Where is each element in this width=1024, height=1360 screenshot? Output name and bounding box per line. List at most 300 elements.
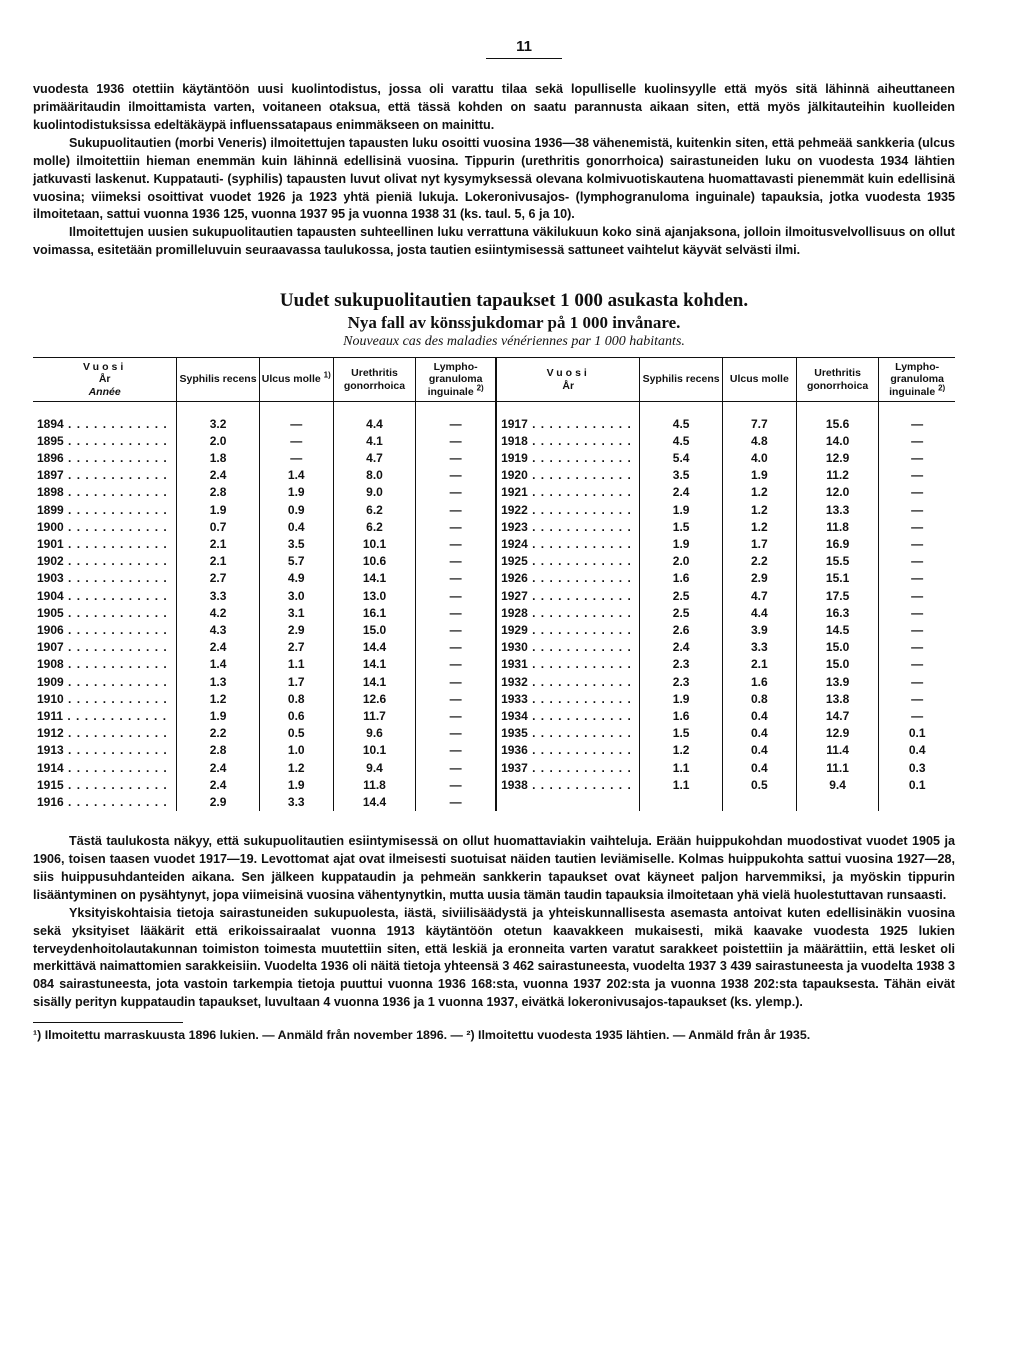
table-row — [33, 433, 955, 450]
year-cell: 1927 . . . . . . . . . . . . — [496, 588, 640, 605]
leader-dots: . . . . . . . . . . . . — [527, 777, 632, 792]
value-cell: 2.3 — [640, 656, 722, 673]
value-cell: 5.7 — [259, 553, 333, 570]
value-cell: 15.5 — [796, 553, 878, 570]
value-cell: 2.6 — [640, 622, 722, 639]
table-row — [33, 760, 955, 777]
value-cell: 11.1 — [796, 760, 878, 777]
header-year-fi: Vuosi — [83, 361, 127, 374]
value-cell: 1.1 — [640, 760, 722, 777]
value-cell: — — [416, 777, 496, 794]
year-cell: 1931 . . . . . . . . . . . . — [496, 656, 640, 673]
value-cell: 1.9 — [259, 777, 333, 794]
page-number — [93, 36, 955, 59]
year-cell: 1911 . . . . . . . . . . . . — [37, 709, 168, 724]
leader-dots: . . . . . . . . . . . . — [63, 451, 168, 466]
value-cell: — — [416, 588, 496, 605]
table-row — [33, 588, 955, 605]
value-cell: 3.3 — [259, 794, 333, 811]
year-cell: 1924 . . . . . . . . . . . . — [496, 536, 640, 553]
leader-dots: . . . . . . . . . . . . — [527, 554, 632, 569]
value-cell: 0.4 — [259, 519, 333, 536]
header-ulcus-text: Ulcus molle — [261, 373, 321, 386]
leader-dots: . . . . . . . . . . . . — [63, 760, 168, 775]
year-cell: 1914 . . . . . . . . . . . . — [37, 760, 168, 775]
value-cell: — — [879, 519, 955, 536]
value-cell: — — [879, 467, 955, 484]
intro-paragraph: Ilmoitettujen uusien sukupuolitautien tapausten suhteellinen luku verrattuna väkilukuun koko sinä ajanjaksona, jolloin ilmoitusvelvollisuus on ollut voimassa, esitetään promilleluvuin seuraavassa taulukossa, josta tautien esiintymisessä sattuneet vaihtelut käyvät selvästi ilmi. — [33, 225, 955, 258]
value-cell: — — [879, 401, 955, 433]
table-row — [33, 553, 955, 570]
value-cell: 1.9 — [722, 467, 796, 484]
leader-dots: . . . . . . . . . . . . — [527, 451, 632, 466]
value-cell: 2.4 — [640, 484, 722, 501]
value-cell: 4.9 — [259, 570, 333, 587]
table-title-fi: Uudet sukupuolitautien tapaukset 1 000 asukasta kohden. — [279, 290, 749, 312]
value-cell: 16.1 — [333, 605, 415, 622]
leader-dots: . . . . . . . . . . . . — [527, 571, 632, 586]
value-cell: 2.4 — [177, 760, 259, 777]
year-cell: 1902 . . . . . . . . . . . . — [37, 554, 168, 569]
table-header-row — [33, 358, 955, 401]
value-cell: 1.4 — [177, 656, 259, 673]
value-cell: 1.2 — [722, 484, 796, 501]
year-cell: 1936 . . . . . . . . . . . . — [496, 742, 640, 759]
year-cell — [496, 794, 640, 811]
value-cell: 1.0 — [259, 742, 333, 759]
value-cell: 15.1 — [796, 570, 878, 587]
value-cell: — — [879, 708, 955, 725]
value-cell: 3.3 — [722, 639, 796, 656]
value-cell: 2.4 — [640, 639, 722, 656]
year-cell: 1916 . . . . . . . . . . . . — [37, 795, 168, 810]
value-cell: 0.4 — [722, 725, 796, 742]
value-cell: 0.5 — [722, 777, 796, 794]
year-cell: 1923 . . . . . . . . . . . . — [496, 519, 640, 536]
year-cell: 1899 . . . . . . . . . . . . — [37, 502, 168, 517]
value-cell: 9.6 — [333, 725, 415, 742]
value-cell: 2.4 — [177, 777, 259, 794]
table-row — [33, 570, 955, 587]
value-cell: 6.2 — [333, 519, 415, 536]
value-cell: 15.0 — [796, 656, 878, 673]
intro-paragraph: vuodesta 1936 otettiin käytäntöön uusi kuolintodistus, jossa oli varattu tilaa sekä lopulliselle kuolinsyylle että myös sitä lähinnä aiheuttaneen primääritaudin ilmoittamista varten, voitaneen otaksua, että tässä kohden on saatu parannusta aikaan siten, että myös jälkitauteihin kuolleiden kuolintodistuksissa edeltäkäypä influenssatapaus enimmäkseen on mainittu. — [33, 82, 955, 133]
table-row — [33, 708, 955, 725]
header-lympho-note: 2) — [476, 383, 484, 393]
year-cell: 1895 . . . . . . . . . . . . — [37, 433, 168, 448]
value-cell: 11.2 — [796, 467, 878, 484]
value-cell: 2.7 — [259, 639, 333, 656]
header-urethritis-right: Urethritis gonorrhoica — [796, 358, 878, 401]
header-lympho — [416, 358, 496, 401]
value-cell: 14.4 — [333, 639, 415, 656]
value-cell: 1.6 — [722, 674, 796, 691]
leader-dots: . . . . . . . . . . . . — [527, 674, 632, 689]
leader-dots: . . . . . . . . . . . . — [63, 674, 168, 689]
value-cell: 1.9 — [640, 691, 722, 708]
value-cell: 4.4 — [333, 401, 415, 433]
value-cell: — — [879, 553, 955, 570]
value-cell: 4.7 — [722, 588, 796, 605]
leader-dots: . . . . . . . . . . . . — [63, 640, 168, 655]
value-cell: — — [879, 605, 955, 622]
value-cell: 1.2 — [177, 691, 259, 708]
leader-dots: . . . . . . . . . . . . — [63, 795, 168, 810]
value-cell: 0.8 — [259, 691, 333, 708]
value-cell: 1.9 — [640, 502, 722, 519]
value-cell: 0.1 — [879, 725, 955, 742]
value-cell: 14.1 — [333, 570, 415, 587]
year-cell: 1906 . . . . . . . . . . . . — [37, 623, 168, 638]
year-cell: 1918 . . . . . . . . . . . . — [496, 433, 640, 450]
year-cell: 1921 . . . . . . . . . . . . — [496, 484, 640, 501]
value-cell: 4.5 — [640, 401, 722, 433]
value-cell: 0.4 — [879, 742, 955, 759]
leader-dots: . . . . . . . . . . . . — [527, 519, 632, 534]
table-row — [33, 777, 955, 794]
value-cell: 12.0 — [796, 484, 878, 501]
leader-dots: . . . . . . . . . . . . — [527, 709, 632, 724]
year-cell: 1919 . . . . . . . . . . . . — [496, 450, 640, 467]
value-cell: 11.8 — [796, 519, 878, 536]
table-row — [33, 742, 955, 759]
value-cell: 16.9 — [796, 536, 878, 553]
value-cell: 10.6 — [333, 553, 415, 570]
value-cell: — — [416, 401, 496, 433]
value-cell: — — [259, 401, 333, 433]
value-cell: 13.9 — [796, 674, 878, 691]
value-cell: 1.7 — [722, 536, 796, 553]
header-ulcus-note: 1) — [323, 370, 331, 380]
value-cell: — — [879, 656, 955, 673]
leader-dots: . . . . . . . . . . . . — [63, 691, 168, 706]
value-cell: 1.3 — [177, 674, 259, 691]
value-cell: — — [416, 725, 496, 742]
value-cell: 7.7 — [722, 401, 796, 433]
value-cell: 1.9 — [177, 708, 259, 725]
value-cell: 2.4 — [177, 467, 259, 484]
table-row — [33, 519, 955, 536]
value-cell: 2.1 — [177, 536, 259, 553]
value-cell: 4.4 — [722, 605, 796, 622]
value-cell: — — [416, 467, 496, 484]
value-cell: 9.0 — [333, 484, 415, 501]
header-syphilis: Syphilis recens — [177, 358, 259, 401]
value-cell: 1.2 — [722, 519, 796, 536]
year-cell: 1909 . . . . . . . . . . . . — [37, 674, 168, 689]
year-cell: 1904 . . . . . . . . . . . . — [37, 588, 168, 603]
value-cell: 14.1 — [333, 674, 415, 691]
value-cell: 1.1 — [640, 777, 722, 794]
value-cell: 2.1 — [177, 553, 259, 570]
value-cell: — — [259, 433, 333, 450]
value-cell: — — [879, 502, 955, 519]
value-cell: 9.4 — [333, 760, 415, 777]
value-cell: 2.4 — [177, 639, 259, 656]
leader-dots: . . . . . . . . . . . . — [527, 760, 632, 775]
year-cell: 1925 . . . . . . . . . . . . — [496, 553, 640, 570]
value-cell: — — [879, 588, 955, 605]
value-cell: 13.0 — [333, 588, 415, 605]
value-cell: 0.9 — [259, 502, 333, 519]
table-row — [33, 467, 955, 484]
value-cell: 0.7 — [177, 519, 259, 536]
value-cell: 4.8 — [722, 433, 796, 450]
value-cell: — — [879, 570, 955, 587]
table-body — [33, 401, 955, 811]
value-cell: 14.7 — [796, 708, 878, 725]
value-cell: 15.6 — [796, 401, 878, 433]
leader-dots: . . . . . . . . . . . . — [527, 657, 632, 672]
leader-dots: . . . . . . . . . . . . — [63, 554, 168, 569]
value-cell: — — [416, 794, 496, 811]
value-cell: 2.2 — [177, 725, 259, 742]
leader-dots: . . . . . . . . . . . . — [63, 416, 168, 431]
leader-dots: . . . . . . . . . . . . — [527, 485, 632, 500]
value-cell: 1.6 — [640, 708, 722, 725]
value-cell: 1.2 — [640, 742, 722, 759]
header-ulcus — [259, 358, 333, 401]
year-cell: 1894 . . . . . . . . . . . . — [37, 416, 168, 431]
leader-dots: . . . . . . . . . . . . — [63, 605, 168, 620]
value-cell: 16.3 — [796, 605, 878, 622]
leader-dots: . . . . . . . . . . . . — [527, 433, 632, 448]
value-cell: 1.9 — [640, 536, 722, 553]
table-row — [33, 639, 955, 656]
value-cell: 3.2 — [177, 401, 259, 433]
leader-dots: . . . . . . . . . . . . — [63, 623, 168, 638]
value-cell: 4.2 — [177, 605, 259, 622]
leader-dots: . . . . . . . . . . . . — [527, 588, 632, 603]
year-cell: 1896 . . . . . . . . . . . . — [37, 451, 168, 466]
leader-dots: . . . . . . . . . . . . — [63, 743, 168, 758]
value-cell: — — [416, 622, 496, 639]
year-cell: 1932 . . . . . . . . . . . . — [496, 674, 640, 691]
leader-dots: . . . . . . . . . . . . — [63, 433, 168, 448]
value-cell: 10.1 — [333, 536, 415, 553]
value-cell: — — [416, 708, 496, 725]
value-cell: 4.1 — [333, 433, 415, 450]
table-title — [73, 290, 955, 351]
year-cell: 1905 . . . . . . . . . . . . — [37, 605, 168, 620]
value-cell: 3.1 — [259, 605, 333, 622]
value-cell: 12.6 — [333, 691, 415, 708]
value-cell: 4.5 — [640, 433, 722, 450]
value-cell: 2.9 — [722, 570, 796, 587]
value-cell: — — [416, 484, 496, 501]
leader-dots: . . . . . . . . . . . . — [527, 537, 632, 552]
year-cell: 1929 . . . . . . . . . . . . — [496, 622, 640, 639]
year-cell: 1898 . . . . . . . . . . . . — [37, 485, 168, 500]
value-cell: — — [416, 639, 496, 656]
table-row — [33, 450, 955, 467]
year-cell: 1920 . . . . . . . . . . . . — [496, 467, 640, 484]
table-row — [33, 725, 955, 742]
value-cell: 2.0 — [177, 433, 259, 450]
table-row — [33, 605, 955, 622]
value-cell: 11.8 — [333, 777, 415, 794]
page-number-text: 11 — [486, 36, 562, 59]
footnote: ¹) Ilmoitettu marraskuusta 1896 lukien. — Anmäld från november 1896. — ²) Ilmoitettu vuodesta 1935 lähtien. — Anmäld från år 1935. — [33, 1028, 811, 1043]
leader-dots: . . . . . . . . . . . . — [63, 502, 168, 517]
leader-dots: . . . . . . . . . . . . — [527, 623, 632, 638]
value-cell: 2.1 — [722, 656, 796, 673]
year-cell: 1901 . . . . . . . . . . . . — [37, 537, 168, 552]
year-cell: 1915 . . . . . . . . . . . . — [37, 777, 168, 792]
value-cell: 1.8 — [177, 450, 259, 467]
value-cell: 11.7 — [333, 708, 415, 725]
year-cell: 1907 . . . . . . . . . . . . — [37, 640, 168, 655]
leader-dots: . . . . . . . . . . . . — [63, 709, 168, 724]
value-cell: — — [416, 553, 496, 570]
value-cell: 8.0 — [333, 467, 415, 484]
value-cell: — — [416, 536, 496, 553]
table-row — [33, 484, 955, 501]
header-year-fr: Année — [88, 385, 121, 398]
value-cell: 2.8 — [177, 484, 259, 501]
year-cell: 1903 . . . . . . . . . . . . — [37, 571, 168, 586]
value-cell: 3.0 — [259, 588, 333, 605]
header-ulcus-right: Ulcus molle — [722, 358, 796, 401]
value-cell: 2.8 — [177, 742, 259, 759]
leader-dots: . . . . . . . . . . . . — [527, 605, 632, 620]
leader-dots: . . . . . . . . . . . . — [63, 468, 168, 483]
value-cell: 2.5 — [640, 605, 722, 622]
value-cell: 0.5 — [259, 725, 333, 742]
value-cell: 14.1 — [333, 656, 415, 673]
value-cell: 0.4 — [722, 708, 796, 725]
table-title-fr: Nouveaux cas des maladies vénériennes par 1 000 habitants. — [343, 334, 685, 350]
header-syphilis-right: Syphilis recens — [640, 358, 722, 401]
value-cell: 1.2 — [259, 760, 333, 777]
table-title-sv: Nya fall av könssjukdomar på 1 000 invånare. — [347, 312, 681, 332]
leader-dots: . . . . . . . . . . . . — [63, 588, 168, 603]
leader-dots: . . . . . . . . . . . . — [63, 519, 168, 534]
value-cell: 2.2 — [722, 553, 796, 570]
table-row — [33, 536, 955, 553]
value-cell: 2.9 — [177, 794, 259, 811]
leader-dots: . . . . . . . . . . . . — [63, 657, 168, 672]
value-cell — [722, 794, 796, 811]
value-cell: 12.9 — [796, 725, 878, 742]
value-cell: — — [416, 450, 496, 467]
value-cell: 4.3 — [177, 622, 259, 639]
year-cell: 1937 . . . . . . . . . . . . — [496, 760, 640, 777]
year-cell: 1928 . . . . . . . . . . . . — [496, 605, 640, 622]
value-cell: 13.3 — [796, 502, 878, 519]
value-cell: 0.1 — [879, 777, 955, 794]
table-row — [33, 674, 955, 691]
value-cell: — — [879, 536, 955, 553]
header-year-sv: År — [562, 379, 575, 392]
value-cell: 6.2 — [333, 502, 415, 519]
intro-paragraph: Sukupuolitautien (morbi Veneris) ilmoitettujen tapausten luku osoitti vuosina 1936—38 vähenemistä, kuitenkin siten, että pehmeää sankkeria (ulcus molle) ilmoitettiin hieman enemmän kuin lähinnä edellisinä vuosina. Tippurin (urethritis gonorrhoica) sairastuneiden luku on vuodesta 1934 lähtien jatkuvasti laskenut. Kuppatauti- (syphilis) tapausten luvut olivat nyt kysymyksessä olevana kolmivuotiskautena huomattavasti pienemmät kuin edellisinä vuosina; viimeksi osoittivat vuodet 1926 ja 1923 yhtä pieniä lukuja. Lokeronivusajos- (lymphogranuloma inguinale) tapauksia, jotka vuodesta 1935 ilmoitetaan, sattui vuonna 1936 125, vuonna 1937 95 ja vuonna 1938 31 (ks. taul. 5, 6 ja 10). — [33, 135, 955, 222]
year-cell: 1930 . . . . . . . . . . . . — [496, 639, 640, 656]
intro-text — [33, 81, 955, 260]
table-row — [33, 622, 955, 639]
value-cell: 0.4 — [722, 742, 796, 759]
value-cell: 2.0 — [640, 553, 722, 570]
value-cell: — — [879, 484, 955, 501]
after-paragraph: Yksityiskohtaisia tietoja sairastuneiden sukupuolesta, iästä, siviilisäädystä ja yhteiskunnallisesta asemasta antoivat kuten edellisinäkin vuosina sekä yksityiset lääkärit että erikoissairaalat vuonna 1913 käytäntöön otetun kaavakkeen mukaisesti, mikä kaavake vuodesta 1925 lukien terveydenhoitolautakunnan toimiston toimesta muutettiin siten, että leskiä ja eronneita varten varatut sarakkeet poistettiin ja määrättiin, että lesket oli merkittävä naimattomien sarakkeisiin. Vuodelta 1936 oli näitä tietoja yhteensä 3 462 sairastuneesta, vuodelta 1937 3 439 sairastuneesta ja vuodelta 1938 3 084 sairastuneesta, jota vastoin tarkempia tietoja puuttui vuonna 1936 168:sta, vuonna 1937 202:sta ja vuonna 1938 202:sta tapauksesta. Tähän eivät sisälly perityn kuppataudin tapaukset, luvultaan 4 vuonna 1936 ja 1 vuonna 1937, eivätkä lokeronivusajos-tapaukset (ks. ylemp.). — [33, 905, 955, 1010]
table-row — [33, 794, 955, 811]
leader-dots: . . . . . . . . . . . . — [63, 726, 168, 741]
header-lympho-text: Lympho-granuloma inguinale — [889, 361, 944, 398]
value-cell — [879, 794, 955, 811]
venereal-disease-table — [33, 357, 955, 811]
table-row — [33, 502, 955, 519]
year-cell: 1913 . . . . . . . . . . . . — [37, 743, 168, 758]
value-cell: 1.2 — [722, 502, 796, 519]
value-cell: 4.7 — [333, 450, 415, 467]
leader-dots: . . . . . . . . . . . . — [63, 537, 168, 552]
value-cell: 12.9 — [796, 450, 878, 467]
value-cell: 2.3 — [640, 674, 722, 691]
value-cell: — — [879, 691, 955, 708]
header-year-fi: Vuosi — [546, 367, 590, 380]
value-cell: — — [416, 760, 496, 777]
value-cell — [796, 794, 878, 811]
value-cell: 15.0 — [333, 622, 415, 639]
header-year-sv: År — [98, 373, 111, 386]
value-cell: — — [879, 450, 955, 467]
leader-dots: . . . . . . . . . . . . — [527, 743, 632, 758]
value-cell: 2.5 — [640, 588, 722, 605]
value-cell: 4.0 — [722, 450, 796, 467]
value-cell: — — [416, 691, 496, 708]
value-cell: 0.4 — [722, 760, 796, 777]
value-cell: 1.9 — [259, 484, 333, 501]
year-cell: 1933 . . . . . . . . . . . . — [496, 691, 640, 708]
header-urethritis: Urethritis gonorrhoica — [333, 358, 415, 401]
value-cell: 1.6 — [640, 570, 722, 587]
leader-dots: . . . . . . . . . . . . — [527, 416, 632, 431]
year-cell: 1897 . . . . . . . . . . . . — [37, 468, 168, 483]
value-cell: 14.5 — [796, 622, 878, 639]
value-cell: 0.6 — [259, 708, 333, 725]
value-cell: 3.5 — [259, 536, 333, 553]
value-cell: 13.8 — [796, 691, 878, 708]
leader-dots: . . . . . . . . . . . . — [527, 502, 632, 517]
value-cell: 3.9 — [722, 622, 796, 639]
value-cell: 1.9 — [177, 502, 259, 519]
table-row — [33, 401, 955, 433]
value-cell: — — [416, 502, 496, 519]
year-cell: 1922 . . . . . . . . . . . . — [496, 502, 640, 519]
value-cell: 2.7 — [177, 570, 259, 587]
leader-dots: . . . . . . . . . . . . — [63, 485, 168, 500]
value-cell: — — [416, 433, 496, 450]
year-cell: 1912 . . . . . . . . . . . . — [37, 726, 168, 741]
value-cell: — — [416, 570, 496, 587]
value-cell: — — [879, 433, 955, 450]
value-cell: 14.4 — [333, 794, 415, 811]
leader-dots: . . . . . . . . . . . . — [527, 691, 632, 706]
document-page — [33, 36, 955, 1045]
value-cell: 3.3 — [177, 588, 259, 605]
year-cell: 1938 . . . . . . . . . . . . — [496, 777, 640, 794]
year-cell: 1934 . . . . . . . . . . . . — [496, 708, 640, 725]
value-cell: 11.4 — [796, 742, 878, 759]
value-cell: 0.3 — [879, 760, 955, 777]
value-cell: — — [879, 674, 955, 691]
value-cell: 2.9 — [259, 622, 333, 639]
leader-dots: . . . . . . . . . . . . — [527, 640, 632, 655]
value-cell: 0.8 — [722, 691, 796, 708]
value-cell: 5.4 — [640, 450, 722, 467]
leader-dots: . . . . . . . . . . . . — [527, 468, 632, 483]
header-year-right — [496, 358, 640, 401]
